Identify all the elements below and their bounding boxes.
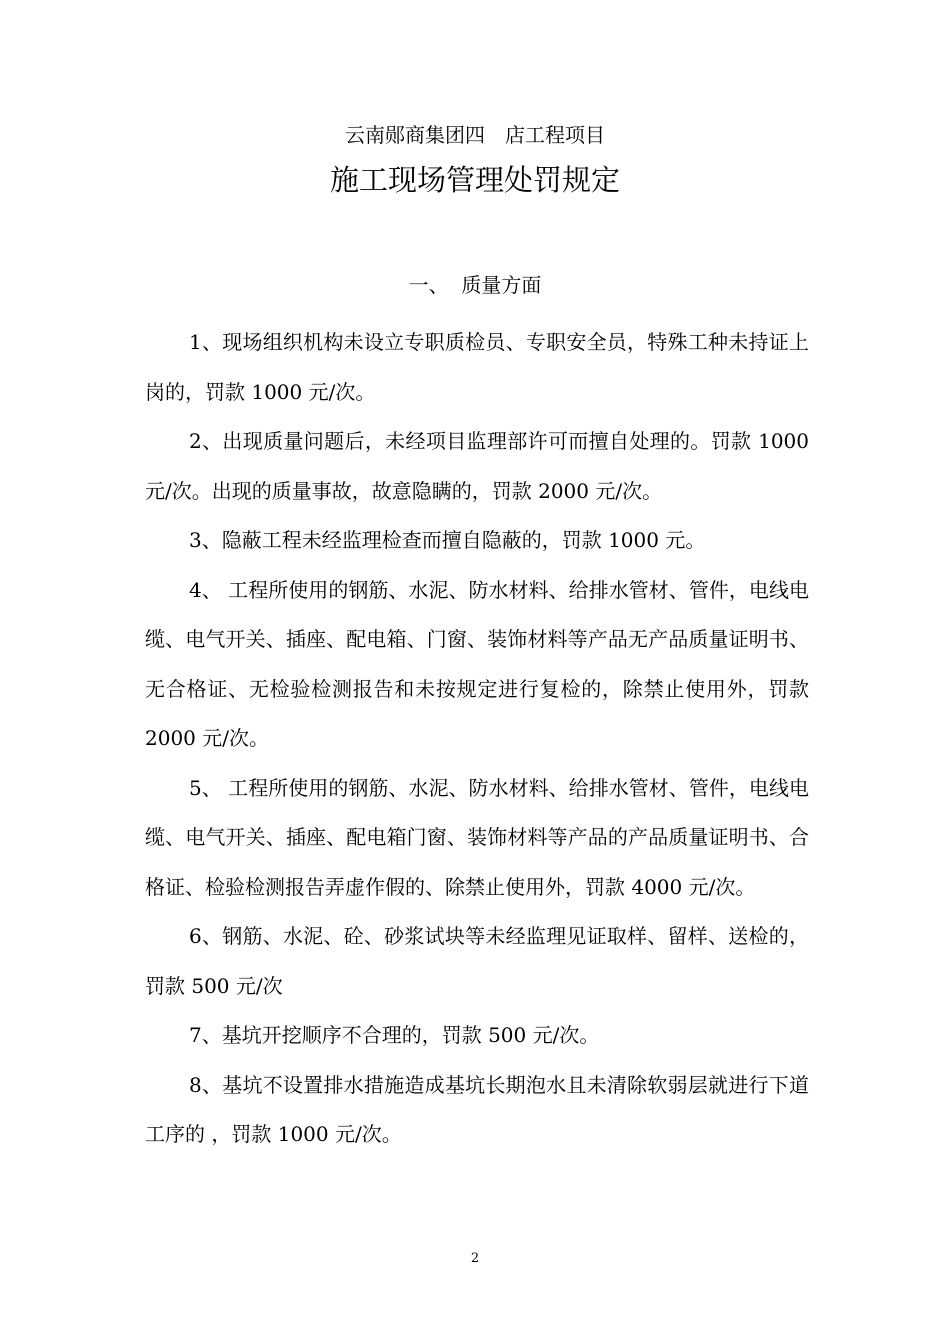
page-number: 2 — [470, 1251, 480, 1266]
section-heading-quality: 一、 质量方面 — [408, 273, 542, 297]
paragraph-item-7: 7、基坑开挖顺序不合理的，罚款 500 元/次。 — [189, 1023, 600, 1047]
paragraph-item-3: 3、隐蔽工程未经监理检查而擅自隐蔽的，罚款 1000 元。 — [189, 528, 706, 552]
paragraph-item-2: 2、出现质量问题后，未经项目监理部许可而擅自处理的。罚款 1000 元/次。出现的质量事故，故意隐瞒的，罚款 2000 元/次。 — [145, 429, 809, 503]
paragraph-item-4: 4、 工程所使用的钢筋、水泥、防水材料、给排水管材、管件，电线电缆、电气开关、插座、配电箱、门窗、装饰材料等产品无产品质量证明书、无合格证、无检验检测报告和未按规定进行复检的，除禁止使用外，罚款 2000 元/次。 — [145, 577, 809, 750]
paragraph-item-1: 1、现场组织机构未设立专职质检员、专职安全员，特殊工种未持证上岗的，罚款 1000 元/次。 — [145, 330, 809, 404]
paragraph-item-8: 8、基坑不设置排水措施造成基坑长期泡水且未清除软弱层就进行下道工序的 ，罚款 1000 元/次。 — [145, 1072, 809, 1146]
paragraph-item-5: 5、 工程所使用的钢筋、水泥、防水材料、给排水管材、管件，电线电缆、电气开关、插座、配电箱门窗、装饰材料等产品的产品质量证明书、合格证、检验检测报告弄虚作假的、除禁止使用外，罚款 4000 元/次。 — [145, 775, 809, 899]
paragraph-item-6: 6、钢筋、水泥、砼、砂浆试块等未经监理见证取样、留样、送检的，罚款 500 元/次 — [145, 924, 809, 998]
document-subtitle: 云南郧商集团四 店工程项目 — [345, 123, 605, 147]
document-title: 施工现场管理处罚规定 — [329, 163, 620, 197]
document-body — [145, 318, 809, 1160]
